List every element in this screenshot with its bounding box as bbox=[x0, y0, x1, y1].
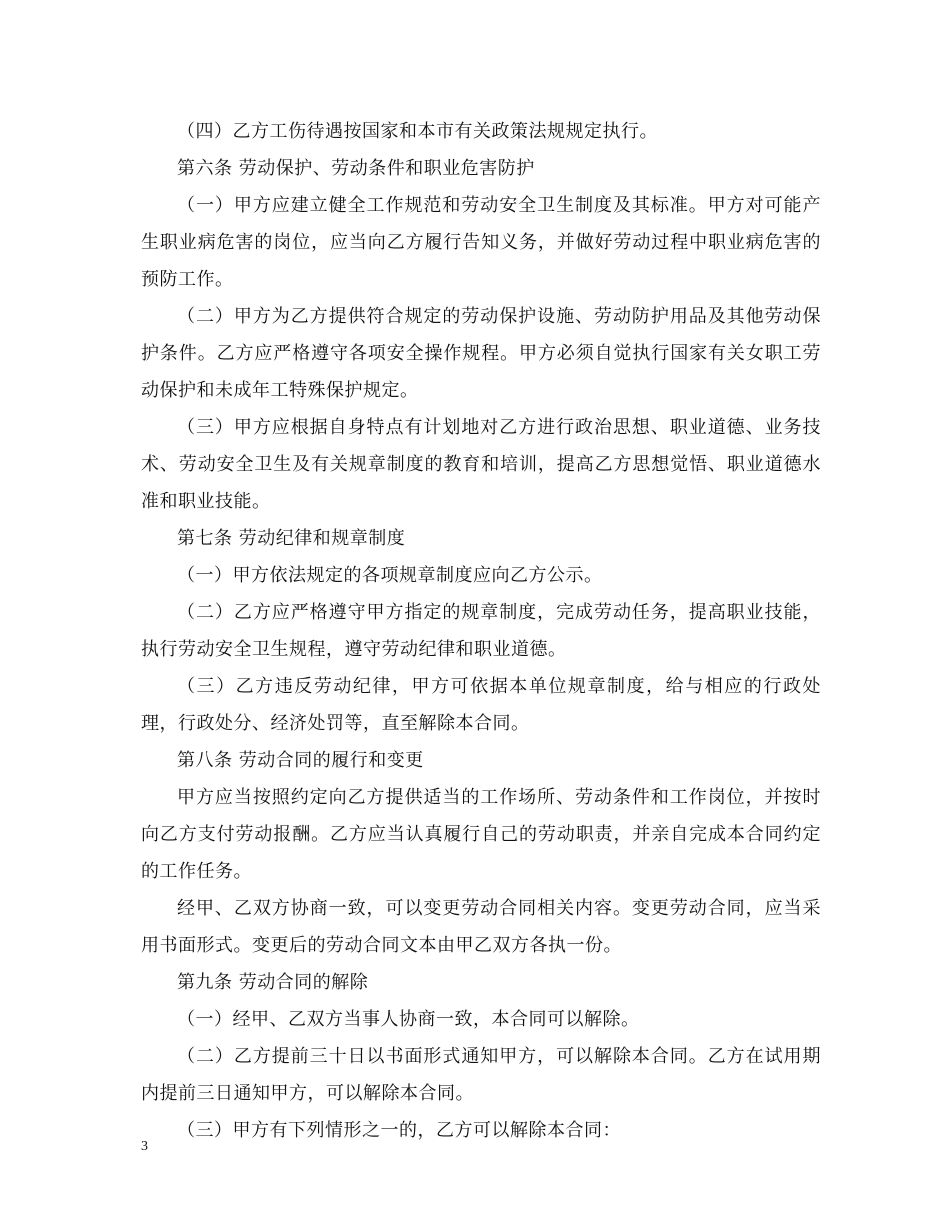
article-7-heading: 第七条 劳动纪律和规章制度 bbox=[177, 528, 406, 549]
article-9-item-2: （二）乙方提前三十日以书面形式通知甲方，可以解除本合同。乙方在试用期内提前三日通知甲方，可以解除本合同。 bbox=[141, 1046, 821, 1104]
article-6-item-3: （三）甲方应根据自身特点有计划地对乙方进行政治思想、职业道德、业务技术、劳动安全卫生及有关规章制度的教育和培训，提高乙方思想觉悟、职业道德水准和职业技能。 bbox=[141, 417, 821, 512]
article-7-item-2: （二）乙方应严格遵守甲方指定的规章制度，完成劳动任务，提高职业技能，执行劳动安全卫生规程，遵守劳动纪律和职业道德。 bbox=[141, 602, 821, 660]
article-9-item-3: （三）甲方有下列情形之一的，乙方可以解除本合同： bbox=[177, 1120, 621, 1141]
article-7-item-3: （三）乙方违反劳动纪律，甲方可依据本单位规章制度，给与相应的行政处理，行政处分、经济处罚等，直至解除本合同。 bbox=[141, 676, 821, 734]
article-6-item-1: （一）甲方应建立健全工作规范和劳动安全卫生制度及其标准。甲方对可能产生职业病危害的岗位，应当向乙方履行告知义务，并做好劳动过程中职业病危害的预防工作。 bbox=[141, 195, 821, 290]
article-8-paragraph-2: 经甲、乙双方协商一致，可以变更劳动合同相关内容。变更劳动合同，应当采用书面形式。变更后的劳动合同文本由甲乙双方各执一份。 bbox=[141, 898, 821, 956]
article-8-heading: 第八条 劳动合同的履行和变更 bbox=[177, 750, 424, 771]
article-6-heading: 第六条 劳动保护、劳动条件和职业危害防护 bbox=[177, 158, 535, 179]
clause-4-work-injury: （四）乙方工伤待遇按国家和本市有关政策法规规定执行。 bbox=[177, 121, 658, 142]
article-9-heading: 第九条 劳动合同的解除 bbox=[177, 972, 369, 993]
document-body bbox=[141, 113, 821, 1149]
article-9-item-1: （一）经甲、乙双方当事人协商一致，本合同可以解除。 bbox=[177, 1009, 640, 1030]
article-8-paragraph-1: 甲方应当按照约定向乙方提供适当的工作场所、劳动条件和工作岗位，并按时向乙方支付劳动报酬。乙方应当认真履行自己的劳动职责，并亲自完成本合同约定的工作任务。 bbox=[141, 787, 821, 882]
page-number: 3 bbox=[141, 1139, 148, 1154]
article-7-item-1: （一）甲方依法规定的各项规章制度应向乙方公示。 bbox=[177, 565, 603, 586]
article-6-item-2: （二）甲方为乙方提供符合规定的劳动保护设施、劳动防护用品及其他劳动保护条件。乙方应严格遵守各项安全操作规程。甲方必须自觉执行国家有关女职工劳动保护和未成年工特殊保护规定。 bbox=[141, 306, 821, 401]
